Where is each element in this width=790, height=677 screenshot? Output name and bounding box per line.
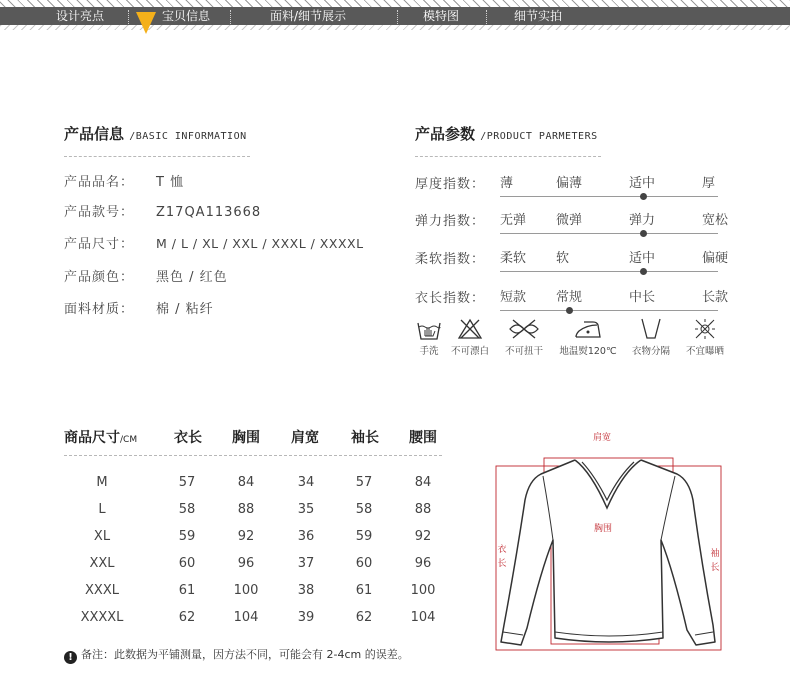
param-scale-line	[500, 196, 718, 197]
size-cell: XL	[93, 529, 111, 544]
measure-cell: 88	[414, 502, 432, 517]
care-hand-wash	[411, 317, 447, 357]
nav-divider	[486, 10, 487, 24]
product-info-title: 产品信息	[64, 125, 125, 143]
info-value: 棉 / 粘纤	[156, 302, 214, 317]
info-label: 面料材质：	[64, 302, 135, 317]
param-option: 软	[556, 251, 570, 266]
param-option: 偏硬	[702, 251, 729, 266]
param-label: 柔软指数：	[415, 252, 486, 267]
measure-cell: 36	[297, 529, 315, 544]
nav-bottom-border	[0, 25, 790, 30]
param-option: 适中	[629, 251, 656, 266]
product-params-title: 产品参数	[415, 125, 476, 143]
info-value: T 恤	[156, 175, 185, 190]
info-row-size	[64, 233, 364, 252]
care-wash-separately	[626, 317, 676, 357]
measure-cell: 104	[410, 610, 436, 625]
warning-icon: !	[64, 651, 77, 664]
measure-cell: 100	[233, 583, 259, 598]
nav-item-fabric[interactable]: 面料/细节展示	[270, 9, 347, 23]
size-table-header-chest: 胸围	[232, 430, 260, 446]
param-option: 短款	[500, 290, 527, 305]
nav-item-product-info[interactable]: 宝贝信息	[162, 9, 211, 23]
param-option: 薄	[500, 176, 514, 191]
care-no-wring	[500, 317, 548, 357]
measure-cell: 60	[178, 556, 196, 571]
param-label: 衣长指数：	[415, 291, 486, 306]
nav-top-border	[0, 0, 790, 7]
param-option: 柔软	[500, 251, 527, 266]
note-text: 备注：此数据为平铺测量，因方法不同，可能会有 2-4cm 的误差。	[81, 648, 409, 661]
care-label: 地温熨120℃	[559, 346, 617, 357]
size-cell: L	[98, 502, 106, 517]
param-option: 常规	[556, 290, 583, 305]
care-label: 手洗	[419, 346, 439, 357]
info-value: 黑色 / 红色	[156, 270, 228, 285]
measure-cell: 62	[178, 610, 196, 625]
care-low-iron	[554, 317, 622, 357]
info-label: 产品尺寸：	[64, 237, 135, 252]
info-row-color	[64, 266, 228, 285]
measure-cell: 34	[297, 475, 315, 490]
info-value: M / L / XL / XXL / XXXL / XXXXL	[156, 236, 364, 251]
garment-diagram	[491, 420, 731, 660]
size-table-divider	[64, 455, 442, 456]
measure-cell: 61	[355, 583, 373, 598]
measure-cell: 60	[355, 556, 373, 571]
info-label: 产品款号：	[64, 205, 135, 220]
product-params-subtitle: /PRODUCT PARMETERS	[480, 131, 598, 142]
measure-cell: 39	[297, 610, 315, 625]
param-label: 弹力指数：	[415, 214, 486, 229]
info-label: 产品颜色：	[64, 270, 135, 285]
param-option: 偏薄	[556, 176, 583, 191]
param-selected-dot	[640, 193, 647, 200]
product-params-heading	[415, 123, 598, 144]
param-option: 无弹	[500, 213, 527, 228]
info-row-style-no	[64, 201, 261, 220]
info-value: Z17QA113668	[156, 205, 262, 220]
measure-cell: 100	[410, 583, 436, 598]
measure-cell: 59	[178, 529, 196, 544]
measure-cell: 35	[297, 502, 315, 517]
nav-item-design[interactable]: 设计亮点	[56, 9, 105, 23]
no-wring-icon	[507, 317, 541, 341]
info-label: 产品品名：	[64, 175, 135, 190]
measure-cell: 84	[414, 475, 432, 490]
measure-cell: 57	[355, 475, 373, 490]
measure-cell: 104	[233, 610, 259, 625]
measure-cell: 84	[237, 475, 255, 490]
param-selected-dot	[640, 230, 647, 237]
care-label: 不宜曝晒	[685, 346, 724, 357]
no-bleach-icon	[457, 317, 483, 341]
measure-cell: 37	[297, 556, 315, 571]
nav-item-detail[interactable]: 细节实拍	[514, 9, 563, 23]
size-cell: XXXXL	[80, 610, 124, 625]
nav-item-model[interactable]: 模特图	[423, 9, 460, 23]
product-info-subtitle: /BASIC INFORMATION	[129, 131, 247, 142]
param-option: 厚	[702, 176, 716, 191]
measure-cell: 38	[297, 583, 315, 598]
care-no-bleach	[446, 317, 494, 357]
param-scale-line	[500, 233, 718, 234]
size-table-header-size	[64, 427, 137, 447]
care-label: 不可扭干	[504, 346, 543, 357]
nav-divider	[397, 10, 398, 24]
param-selected-dot	[566, 307, 573, 314]
care-label: 不可漂白	[450, 346, 489, 357]
measure-cell: 62	[355, 610, 373, 625]
param-scale-line	[500, 271, 718, 272]
wash-separately-icon	[636, 317, 666, 341]
measurement-note	[64, 646, 409, 664]
top-nav	[0, 7, 790, 26]
measure-cell: 92	[237, 529, 255, 544]
size-unit: /CM	[120, 435, 138, 445]
size-table-header-length: 衣长	[174, 430, 202, 446]
size-table-header-sleeve: 袖长	[351, 430, 379, 446]
product-params-divider	[415, 156, 601, 157]
care-no-sun	[680, 317, 730, 357]
size-table-header-waist: 腰围	[409, 430, 437, 446]
measure-cell: 57	[178, 475, 196, 490]
nav-divider	[230, 10, 231, 24]
param-option: 长款	[702, 290, 729, 305]
info-row-material	[64, 298, 214, 317]
t-shirt-outline-icon	[491, 420, 731, 660]
param-label: 厚度指数：	[415, 177, 486, 192]
param-scale-line	[500, 310, 718, 311]
info-row-name	[64, 171, 184, 190]
measure-cell: 61	[178, 583, 196, 598]
size-cell: XXL	[89, 556, 115, 571]
size-cell: M	[96, 475, 108, 490]
no-sun-icon	[692, 317, 718, 341]
param-selected-dot	[640, 268, 647, 275]
measure-cell: 92	[414, 529, 432, 544]
measure-cell: 88	[237, 502, 255, 517]
care-label: 衣物分隔	[631, 346, 670, 357]
size-cell: XXXL	[85, 583, 119, 598]
measure-cell: 96	[237, 556, 255, 571]
product-info-divider	[64, 156, 250, 157]
hand-wash-icon	[416, 317, 442, 341]
nav-divider	[128, 10, 129, 24]
measure-cell: 59	[355, 529, 373, 544]
param-option: 适中	[629, 176, 656, 191]
measure-cell: 58	[178, 502, 196, 517]
label-sleeve: 袖长	[710, 549, 720, 573]
param-option: 宽松	[702, 213, 729, 228]
active-nav-arrow-icon	[136, 12, 156, 34]
param-option: 微弹	[556, 213, 583, 228]
label-length: 衣长	[497, 545, 507, 569]
param-option: 弹力	[629, 213, 656, 228]
label-shoulder-width: 肩宽	[593, 433, 612, 443]
low-iron-icon	[573, 317, 603, 341]
param-option: 中长	[629, 290, 656, 305]
size-table-header-shoulder: 肩宽	[291, 430, 319, 446]
measure-cell: 96	[414, 556, 432, 571]
label-chest: 胸围	[594, 524, 613, 534]
header-label: 商品尺寸	[64, 430, 120, 446]
measure-cell: 58	[355, 502, 373, 517]
product-info-heading	[64, 123, 247, 144]
